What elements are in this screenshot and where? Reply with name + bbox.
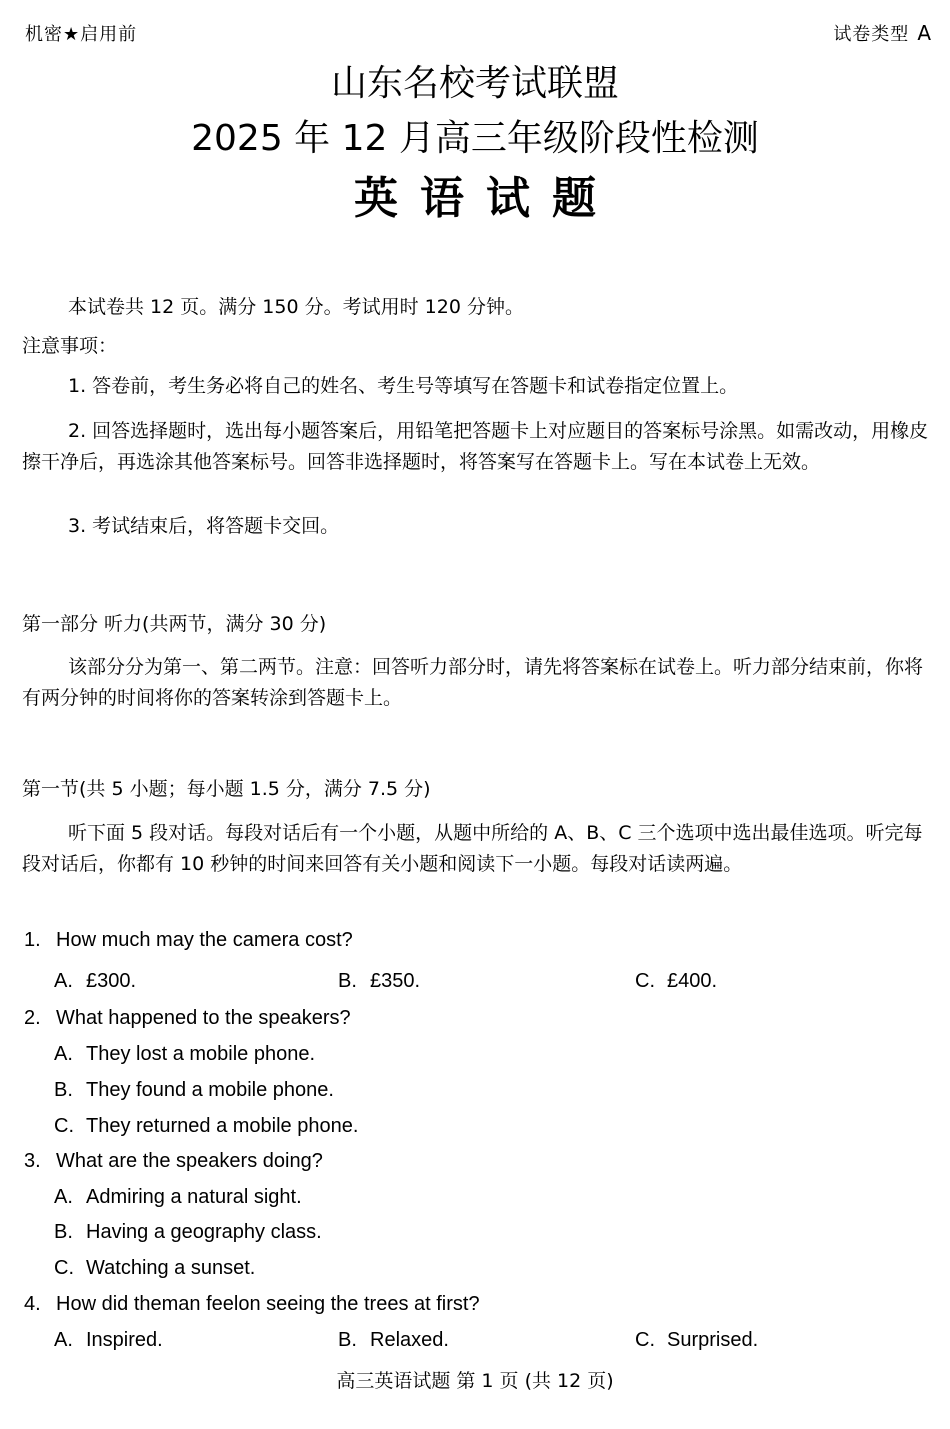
question-3-option-c[interactable]: C. Watching a sunset. <box>54 1257 256 1279</box>
question-3-option-b[interactable]: B. Having a geography class. <box>54 1221 322 1243</box>
section-one-instructions: 听下面 5 段对话。每段对话后有一个小题，从题中所给的 A、B、C 三个选项中选出最佳选项。听完每段对话后，你都有 10 秒钟的时间来回答有关小题和阅读下一小题。每段对话读两遍。 <box>22 822 923 875</box>
question-stem: How much may the camera cost? <box>56 929 353 951</box>
question-2-option-c[interactable]: C. They returned a mobile phone. <box>54 1115 359 1137</box>
question-3-option-a[interactable]: A. Admiring a natural sight. <box>54 1186 302 1208</box>
question-stem: How did theman feelon seeing the trees at first? <box>56 1293 480 1315</box>
organization-title: 山东名校考试联盟 <box>330 63 619 104</box>
question-1 <box>24 929 353 952</box>
part-one-heading: 第一部分 听力(共两节，满分 30 分) <box>22 613 327 635</box>
question-4-option-a[interactable]: A. Inspired. <box>54 1329 163 1351</box>
question-4-option-b[interactable]: B. Relaxed. <box>338 1329 449 1351</box>
question-2-option-b[interactable]: B. They found a mobile phone. <box>54 1079 334 1101</box>
page-footer: 高三英语试题 第 1 页 (共 12 页) <box>336 1370 614 1392</box>
paper-type-value: A <box>917 21 932 45</box>
part-one-description: 该部分分为第一、第二两节。注意：回答听力部分时，请先将答案标在试卷上。听力部分结束前，你将有两分钟的时间将你的答案转涂到答题卡上。 <box>22 656 924 709</box>
paper-type <box>833 20 932 46</box>
question-number: 3. <box>24 1150 41 1172</box>
question-number: 1. <box>24 929 41 951</box>
notice-item-2: 2. 回答选择题时，选出每小题答案后，用铅笔把答题卡上对应题目的答案标号涂黑。如需改动，用橡皮擦干净后，再选涂其他答案标号。回答非选择题时，将答案写在答题卡上。写在本试卷上无效。 <box>22 420 929 473</box>
notice-heading: 注意事项： <box>22 335 118 357</box>
notice-item-3: 3. 考试结束后，将答题卡交回。 <box>68 515 340 537</box>
question-stem: What happened to the speakers? <box>56 1007 351 1029</box>
question-number: 4. <box>24 1293 41 1315</box>
question-4 <box>24 1293 480 1316</box>
question-number: 2. <box>24 1007 41 1029</box>
question-2 <box>24 1007 351 1030</box>
question-1-option-b[interactable]: B. £350. <box>338 970 421 992</box>
question-1-option-a[interactable]: A. £300. <box>54 970 137 992</box>
confidential-label: 机密★启用前 <box>25 24 138 45</box>
section-one-heading: 第一节(共 5 小题；每小题 1.5 分，满分 7.5 分) <box>22 778 431 800</box>
notice-item-1: 1. 答卷前，考生务必将自己的姓名、考生号等填写在答题卡和试卷指定位置上。 <box>68 375 739 397</box>
question-2-option-a[interactable]: A. They lost a mobile phone. <box>54 1043 316 1065</box>
subject-title: 英语试题 <box>354 173 618 224</box>
exam-title: 2025 年 12 月高三年级阶段性检测 <box>191 118 759 159</box>
paper-type-label: 试卷类型 <box>833 24 910 45</box>
question-4-option-c[interactable]: C. Surprised. <box>635 1329 759 1351</box>
question-1-option-c[interactable]: C. £400. <box>635 970 718 992</box>
question-3 <box>24 1150 323 1173</box>
question-stem: What are the speakers doing? <box>56 1150 323 1172</box>
intro-text: 本试卷共 12 页。满分 150 分。考试用时 120 分钟。 <box>68 296 524 318</box>
